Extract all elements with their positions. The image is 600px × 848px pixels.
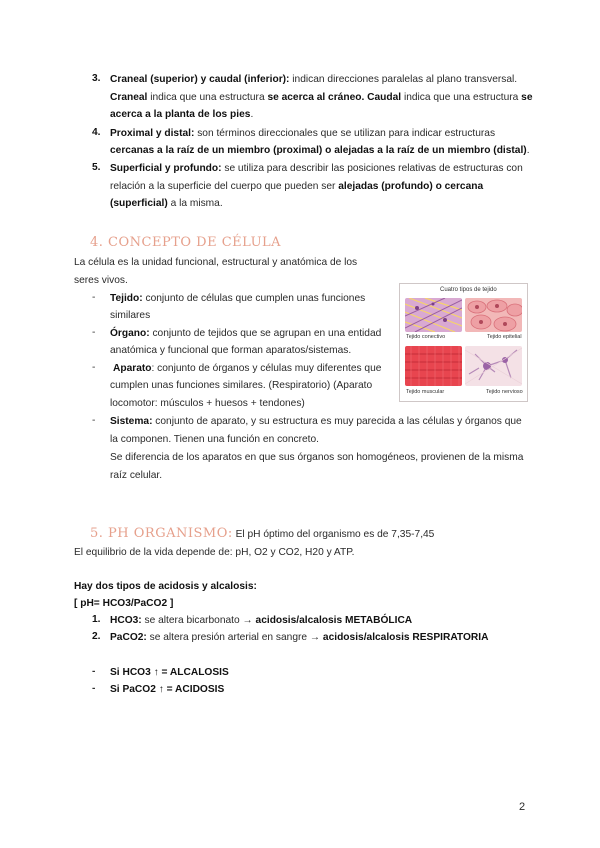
- tejido-line1: [110, 292, 365, 306]
- tejido-line2: similares: [110, 310, 151, 321]
- aparato-line1: [113, 362, 381, 376]
- caption-epithelial: Tejido epitelial: [487, 334, 522, 340]
- cell-intro-2: seres vivos.: [74, 275, 128, 286]
- hco3-title: HCO3:: [110, 615, 142, 626]
- item4-line2: [110, 144, 530, 158]
- paco2-line: [110, 631, 488, 645]
- equilibrium-text: El equilibrio de la vida depende de: pH, O2 y CO2, H20 y ATP.: [74, 547, 355, 558]
- cranio-phrase: se acerca al cráneo.: [267, 92, 365, 103]
- nervous-tissue-image: [465, 346, 522, 386]
- sistema-line2: la componen. Tienen una función en concreto.: [110, 434, 319, 445]
- section5-heading-line: [90, 527, 434, 542]
- superficial-word: (superficial): [110, 198, 168, 209]
- page-number: 2: [519, 801, 526, 813]
- sistema-line3: Se diferencia de los aparatos en que sus órganos son homogéneos, provienen de la misma: [110, 452, 524, 463]
- sistema-text1: conjunto de aparato, y su estructura es muy parecida a las células y órganos que: [152, 416, 522, 427]
- organo-line1: [110, 327, 381, 341]
- aparato-line3: locomotor: músculos + huesos + tendones): [110, 398, 305, 409]
- optimal-ph-text: El pH óptimo del organismo es de 7,35-7,45: [232, 529, 435, 540]
- item5-line3: [110, 197, 223, 211]
- section4-heading: 4. CONCEPTO DE CÉLULA: [90, 235, 282, 250]
- dash: -: [92, 327, 96, 338]
- item4-end: .: [526, 145, 530, 156]
- sistema-line1: [110, 415, 522, 429]
- item5-text2: relación a la superficie del cuerpo que pueden ser: [110, 181, 339, 192]
- aparato-text1: : conjunto de órganos y células muy diferentes que: [151, 363, 382, 374]
- item5-title: Superficial y profundo:: [110, 163, 222, 174]
- paco2-result: acidosis/alcalosis RESPIRATORIA: [322, 632, 489, 643]
- item5-text3: a la misma.: [167, 198, 223, 209]
- item3-se: se: [521, 92, 533, 103]
- caption-nervous: Tejido nervioso: [486, 389, 523, 395]
- item5-text1: se utiliza para describir las posiciones relativas de estructuras con: [221, 163, 523, 174]
- item3-title: Craneal (superior) y caudal (inferior):: [110, 74, 290, 85]
- hco3-result: acidosis/alcalosis METABÓLICA: [255, 615, 413, 626]
- types-title: Hay dos tipos de acidosis y alcalosis:: [74, 581, 257, 592]
- organo-text1: conjunto de tejidos que se agrupan en una entidad: [149, 328, 382, 339]
- pies-phrase: acerca a la planta de los pies: [110, 109, 251, 120]
- dash: -: [92, 415, 96, 426]
- list-number-4: 4.: [92, 127, 101, 138]
- cell-intro-1: La célula es la unidad funcional, estructural y anatómica de los: [74, 257, 358, 268]
- organo-line2: anatómica y funcional que forman aparatos/sistemas.: [110, 345, 352, 356]
- sistema-title: Sistema:: [110, 416, 153, 427]
- item3-line2: [110, 91, 533, 105]
- item4-title: Proximal y distal:: [110, 128, 195, 139]
- dash: -: [92, 362, 96, 373]
- list-number-1: 1.: [92, 614, 101, 625]
- section5-heading: 5. PH ORGANISMO:: [90, 526, 233, 541]
- paco2-text: se altera presión arterial en sangre →: [146, 632, 323, 643]
- item5-line2: [110, 180, 483, 194]
- aparato-title: Aparato: [113, 363, 152, 374]
- paco2-title: PaCO2:: [110, 632, 147, 643]
- item5-line1: [110, 162, 523, 176]
- tejido-title: Tejido:: [110, 293, 143, 304]
- muscle-tissue-image: [405, 346, 462, 386]
- caption-connective: Tejido conectivo: [406, 334, 446, 340]
- caudal-word: Caudal: [367, 92, 402, 103]
- hco3-line: [110, 614, 412, 628]
- tissue-types-figure: [399, 283, 528, 402]
- alcalosis-rule: Si HCO3 ↑ = ALCALOSIS: [110, 667, 229, 678]
- aparato-line2: cumplen unas funciones similares. (Respiratorio) (Aparato: [110, 380, 373, 391]
- item5-bold: alejadas (profundo) o cercana: [338, 181, 484, 192]
- list-number-2: 2.: [92, 631, 101, 642]
- tejido-text1: conjunto de células que cumplen unas funciones: [142, 293, 366, 304]
- list-number-5: 5.: [92, 162, 101, 173]
- item4-text1: son términos direccionales que se utilizan para indicar estructuras: [194, 128, 496, 139]
- item3-line3: [110, 108, 253, 122]
- list-number-3: 3.: [92, 73, 101, 84]
- dash: -: [92, 292, 96, 303]
- item3-end: .: [250, 109, 254, 120]
- dash: -: [92, 666, 96, 677]
- ph-formula: [ pH= HCO3/PaCO2 ]: [74, 598, 174, 609]
- hco3-text: se altera bicarbonato →: [141, 615, 256, 626]
- connective-tissue-image: [405, 298, 462, 332]
- item4-bold: cercanas a la raíz de un miembro (proximal) o alejadas a la raíz de un miembro (distal): [110, 145, 527, 156]
- craneal-word: Craneal: [110, 92, 148, 103]
- epithelial-tissue-image: [465, 298, 522, 332]
- item4-line1: [110, 127, 495, 141]
- item3-line1: [110, 73, 517, 87]
- sistema-line4: raíz celular.: [110, 470, 163, 481]
- acidosis-rule: Si PaCO2 ↑ = ACIDOSIS: [110, 684, 225, 695]
- caption-muscle: Tejido muscular: [406, 389, 445, 395]
- item3-text1: indican direcciones paralelas al plano transversal.: [289, 74, 518, 85]
- organo-title: Órgano:: [110, 328, 150, 339]
- dash: -: [92, 683, 96, 694]
- item3-text3: indica que una estructura: [401, 92, 522, 103]
- figure-title: Cuatro tipos de tejido: [440, 287, 497, 293]
- item3-text2: indica que una estructura: [147, 92, 268, 103]
